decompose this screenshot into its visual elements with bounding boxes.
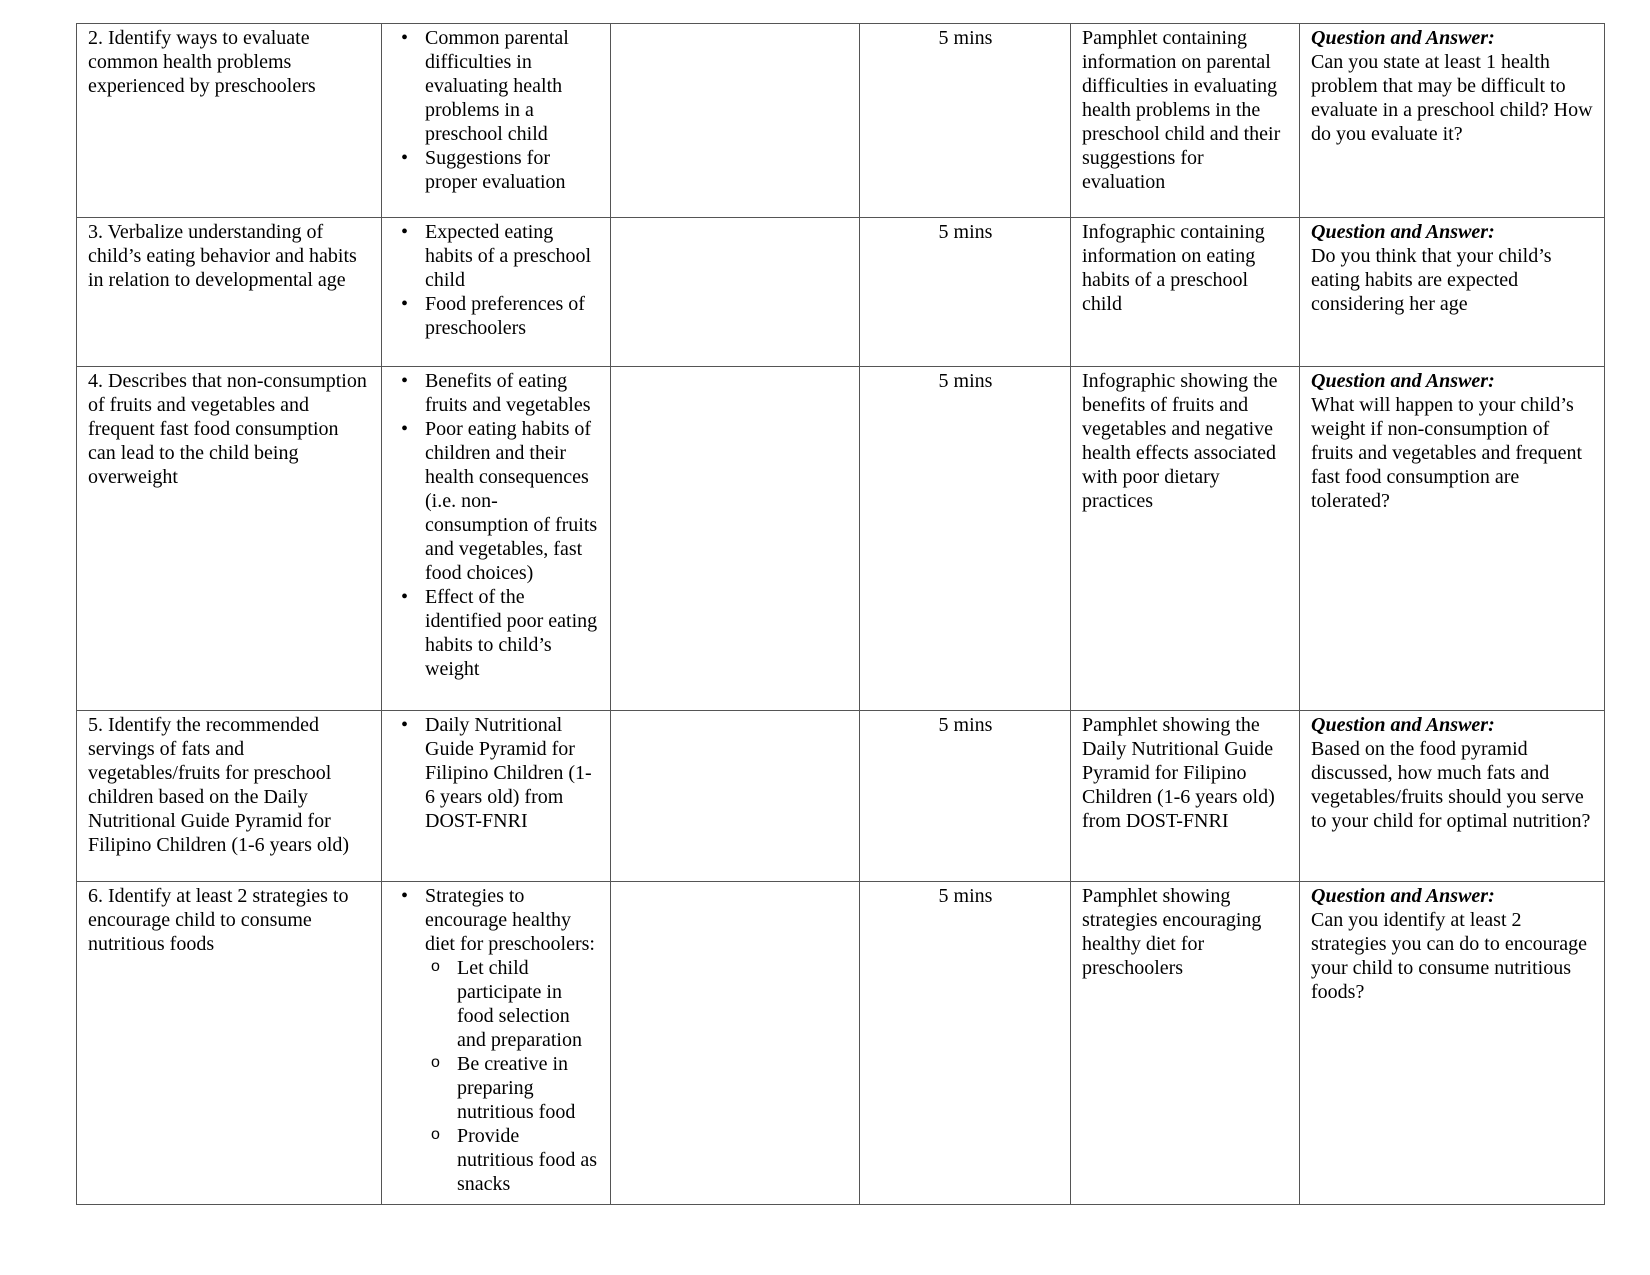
topic-item: • Expected eating habits of a preschool child bbox=[425, 220, 600, 292]
topic-item: • Common parental difficulties in evaluating health problems in a preschool child bbox=[425, 26, 600, 146]
subtopic-item: o Let child participate in food selection and preparation bbox=[457, 956, 600, 1052]
evaluation-heading: Question and Answer: bbox=[1311, 714, 1495, 736]
topic-item: • Food preferences of preschoolers bbox=[425, 292, 600, 340]
time-allotment: 5 mins bbox=[938, 27, 993, 49]
evaluation-heading: Question and Answer: bbox=[1311, 221, 1495, 243]
time-allotment: 5 mins bbox=[938, 221, 993, 243]
evaluation-question: Can you state at least 1 health problem that may be difficult to evaluate in a preschool child? How do you evaluate it? bbox=[1311, 51, 1593, 145]
materials-text: Pamphlet showing strategies encouraging healthy diet for preschoolers bbox=[1082, 885, 1262, 979]
objective-cell bbox=[77, 367, 382, 711]
objective-text: 2. Identify ways to evaluate common health problems experienced by preschoolers bbox=[88, 27, 316, 97]
evaluation-heading: Question and Answer: bbox=[1311, 885, 1495, 907]
topic-list bbox=[393, 26, 600, 194]
time-allotment: 5 mins bbox=[938, 370, 993, 392]
subtopic-item: o Provide nutritious food as snacks bbox=[457, 1124, 600, 1196]
table-row bbox=[77, 24, 1605, 218]
empty-cell bbox=[611, 711, 860, 882]
materials-cell bbox=[1071, 711, 1300, 882]
materials-cell bbox=[1071, 882, 1300, 1205]
materials-text: Infographic showing the benefits of fruits and vegetables and negative health effects associated with poor dietary practices bbox=[1082, 370, 1278, 512]
table-row bbox=[77, 218, 1605, 367]
teaching-plan-table bbox=[76, 23, 1605, 1205]
subtopic-list bbox=[425, 956, 600, 1196]
evaluation-cell bbox=[1300, 367, 1605, 711]
topic-item: • Poor eating habits of children and their health consequences (i.e. non-consumption of fruits and vegetables, fast food choices) bbox=[425, 417, 600, 585]
empty-cell bbox=[611, 882, 860, 1205]
evaluation-cell bbox=[1300, 882, 1605, 1205]
topic-list bbox=[393, 369, 600, 681]
time-cell bbox=[860, 218, 1071, 367]
evaluation-cell bbox=[1300, 711, 1605, 882]
evaluation-question: Do you think that your child’s eating habits are expected considering her age bbox=[1311, 245, 1552, 315]
objective-text: 6. Identify at least 2 strategies to encourage child to consume nutritious foods bbox=[88, 885, 349, 955]
topic-list bbox=[393, 220, 600, 340]
materials-cell bbox=[1071, 24, 1300, 218]
topic-item bbox=[425, 884, 600, 1196]
evaluation-question: Can you identify at least 2 strategies you can do to encourage your child to consume nutritious foods? bbox=[1311, 909, 1588, 1003]
empty-cell bbox=[611, 367, 860, 711]
evaluation-question: Based on the food pyramid discussed, how much fats and vegetables/fruits should you serve to your child for optimal nutrition? bbox=[1311, 738, 1591, 832]
materials-cell bbox=[1071, 367, 1300, 711]
objective-cell bbox=[77, 882, 382, 1205]
empty-cell bbox=[611, 218, 860, 367]
materials-cell bbox=[1071, 218, 1300, 367]
time-allotment: 5 mins bbox=[938, 714, 993, 736]
objective-cell bbox=[77, 218, 382, 367]
evaluation-cell bbox=[1300, 24, 1605, 218]
topics-cell bbox=[382, 367, 611, 711]
table-row bbox=[77, 882, 1605, 1205]
topics-cell bbox=[382, 24, 611, 218]
objective-text: 4. Describes that non-consumption of fruits and vegetables and frequent fast food consumption can lead to the child being overweight bbox=[88, 370, 367, 488]
objective-text: 3. Verbalize understanding of child’s eating behavior and habits in relation to developmental age bbox=[88, 221, 357, 291]
topics-cell bbox=[382, 711, 611, 882]
subtopic-item: o Be creative in preparing nutritious food bbox=[457, 1052, 600, 1124]
topic-item: • Benefits of eating fruits and vegetables bbox=[425, 369, 600, 417]
evaluation-heading: Question and Answer: bbox=[1311, 370, 1495, 392]
topic-item: • Suggestions for proper evaluation bbox=[425, 146, 600, 194]
objective-cell bbox=[77, 711, 382, 882]
table-row bbox=[77, 367, 1605, 711]
empty-cell bbox=[611, 24, 860, 218]
topic-item: • Daily Nutritional Guide Pyramid for Filipino Children (1-6 years old) from DOST-FNRI bbox=[425, 713, 600, 833]
time-cell bbox=[860, 711, 1071, 882]
table-row bbox=[77, 711, 1605, 882]
materials-text: Infographic containing information on eating habits of a preschool child bbox=[1082, 221, 1265, 315]
evaluation-cell bbox=[1300, 218, 1605, 367]
time-cell bbox=[860, 367, 1071, 711]
topic-item: • Effect of the identified poor eating habits to child’s weight bbox=[425, 585, 600, 681]
materials-text: Pamphlet showing the Daily Nutritional Guide Pyramid for Filipino Children (1-6 years old) from DOST-FNRI bbox=[1082, 714, 1275, 832]
topic-list bbox=[393, 713, 600, 833]
objective-text: 5. Identify the recommended servings of fats and vegetables/fruits for preschool children based on the Daily Nutritional Guide Pyramid for Filipino Children (1-6 years old) bbox=[88, 714, 350, 856]
evaluation-heading: Question and Answer: bbox=[1311, 27, 1495, 49]
materials-text: Pamphlet containing information on parental difficulties in evaluating health problems in the preschool child and their suggestions for evaluation bbox=[1082, 27, 1281, 193]
topic-text: Strategies to encourage healthy diet for preschoolers: bbox=[425, 885, 595, 955]
evaluation-question: What will happen to your child’s weight if non-consumption of fruits and vegetables and frequent fast food consumption are tolerated? bbox=[1311, 394, 1583, 512]
topics-cell bbox=[382, 882, 611, 1205]
topic-list bbox=[393, 884, 600, 1196]
topics-cell bbox=[382, 218, 611, 367]
time-allotment: 5 mins bbox=[938, 885, 993, 907]
time-cell bbox=[860, 24, 1071, 218]
objective-cell bbox=[77, 24, 382, 218]
time-cell bbox=[860, 882, 1071, 1205]
